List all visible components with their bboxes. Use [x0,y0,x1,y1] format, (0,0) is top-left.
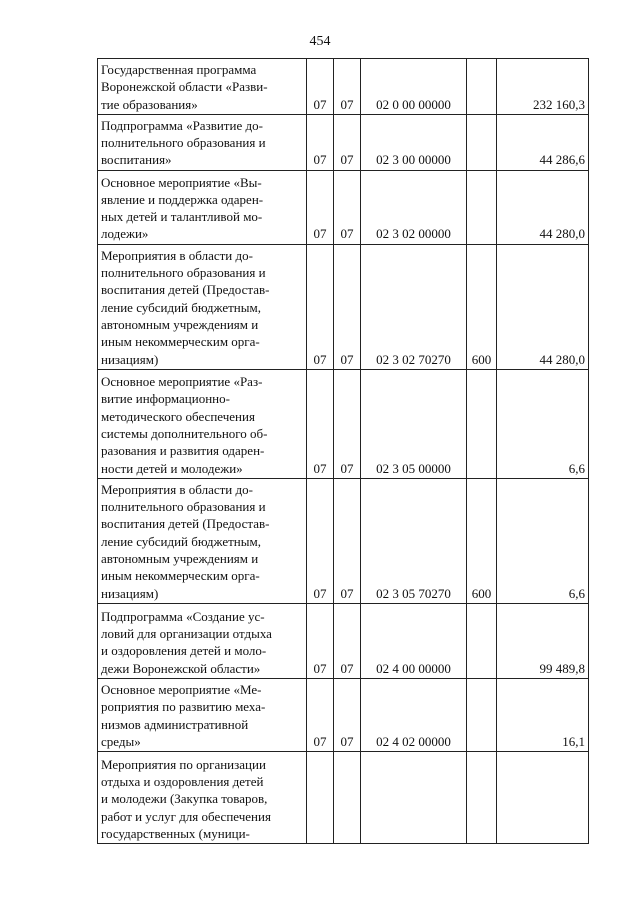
expense-type-code: 600 [467,244,497,369]
row-name-cell [98,752,307,844]
expense-type-code [467,59,497,115]
section-code: 07 [307,478,334,603]
row-name: Мероприятия по организации отдыха и оздоровления детей и молодежи (Закупка товаров, работ и услуг для обеспечения государственных (муници- [101,756,271,841]
table-row [98,603,589,678]
table-row [98,170,589,244]
subsection-code [334,752,361,844]
table-row [98,478,589,603]
row-name-cell [98,678,307,751]
section-code: 07 [307,59,334,115]
subsection-code: 07 [334,59,361,115]
row-name: Основное мероприятие «Раз- витие информационно- методического обеспечения системы дополнительного об- разования и развития одарен- ности детей и молодежи» [101,374,268,476]
row-name-cell [98,114,307,170]
row-name-cell [98,603,307,678]
target-article-code: 02 4 02 00000 [361,678,467,751]
target-article-code: 02 0 00 00000 [361,59,467,115]
row-name: Основное мероприятие «Вы- явление и поддержка одарен- ных детей и талантливой мо- лодежи» [101,174,264,242]
row-name-cell [98,478,307,603]
row-name: Подпрограмма «Развитие до- полнительного образования и воспитания» [101,117,266,168]
row-name-cell [98,244,307,369]
amount: 6,6 [497,369,589,478]
section-code: 07 [307,678,334,751]
expense-type-code: 600 [467,478,497,603]
section-code [307,752,334,844]
row-name-cell [98,170,307,244]
expense-type-code [467,603,497,678]
row-name-cell [98,59,307,115]
target-article-code: 02 3 02 00000 [361,170,467,244]
section-code: 07 [307,603,334,678]
subsection-code: 07 [334,678,361,751]
table-row [98,752,589,844]
amount: 232 160,3 [497,59,589,115]
table-row [98,369,589,478]
amount: 44 280,0 [497,170,589,244]
row-name: Подпрограмма «Создание ус- ловий для организации отдыха и оздоровления детей и моло- дежи Воронежской области» [101,608,272,676]
target-article-code: 02 3 05 70270 [361,478,467,603]
row-name: Государственная программа Воронежской области «Разви- тие образования» [101,62,268,112]
section-code: 07 [307,114,334,170]
target-article-code: 02 3 02 70270 [361,244,467,369]
budget-table [97,58,589,844]
amount: 16,1 [497,678,589,751]
amount: 6,6 [497,478,589,603]
expense-type-code [467,170,497,244]
subsection-code: 07 [334,603,361,678]
subsection-code: 07 [334,170,361,244]
expense-type-code [467,369,497,478]
row-name-cell [98,369,307,478]
amount: 44 286,6 [497,114,589,170]
subsection-code: 07 [334,244,361,369]
row-name: Основное мероприятие «Ме- роприятия по развитию меха- низмов административной среды» [101,681,266,749]
table-row [98,244,589,369]
amount [497,752,589,844]
table-row [98,59,589,115]
subsection-code: 07 [334,114,361,170]
target-article-code: 02 3 05 00000 [361,369,467,478]
target-article-code [361,752,467,844]
expense-type-code [467,752,497,844]
section-code: 07 [307,170,334,244]
table-row [98,114,589,170]
table-row [98,678,589,751]
section-code: 07 [307,244,334,369]
amount: 99 489,8 [497,603,589,678]
subsection-code: 07 [334,478,361,603]
target-article-code: 02 4 00 00000 [361,603,467,678]
page-number: 454 [309,34,331,49]
expense-type-code [467,678,497,751]
row-name: Мероприятия в области до- полнительного образования и воспитания детей (Предостав- ление субсидий бюджетным, автономным учреждениям и иным некоммерческим орга- низациям) [101,247,270,367]
budget-table-body [98,59,589,844]
subsection-code: 07 [334,369,361,478]
section-code: 07 [307,369,334,478]
expense-type-code [467,114,497,170]
row-name: Мероприятия в области до- полнительного образования и воспитания детей (Предостав- ление субсидий бюджетным, автономным учреждениям и иным некоммерческим орга- низациям) [101,481,270,601]
target-article-code: 02 3 00 00000 [361,114,467,170]
amount: 44 280,0 [497,244,589,369]
